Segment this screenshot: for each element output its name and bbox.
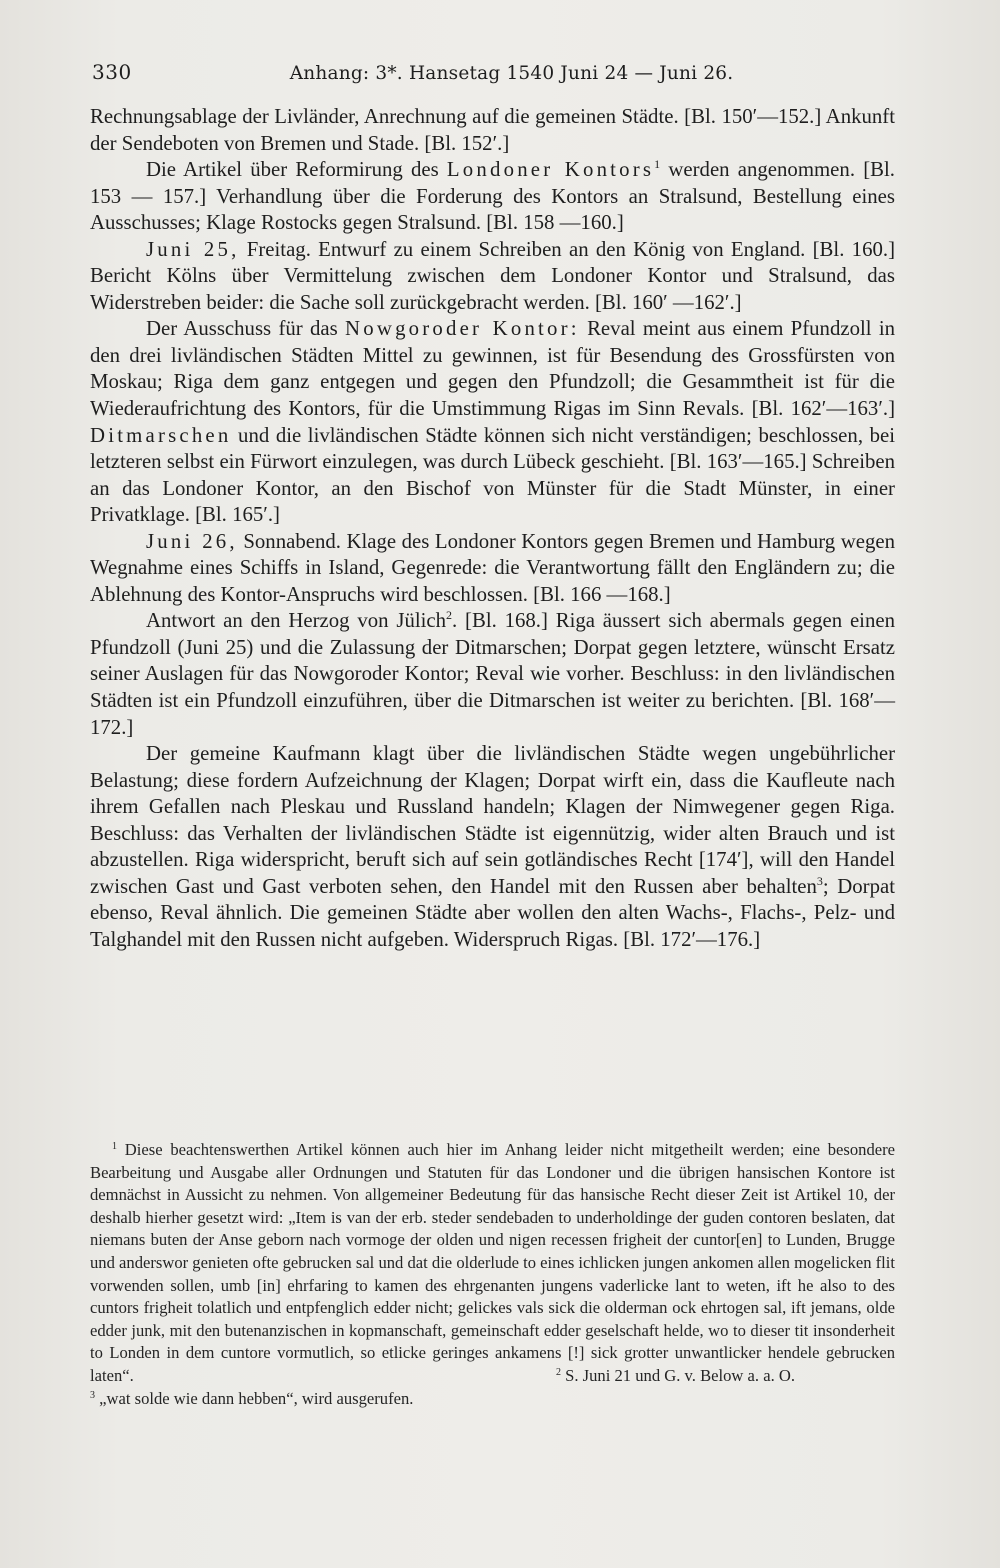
paragraph-7: Der gemeine Kaufmann klagt über die livländischen Städte wegen ungebührlicher Belastung; diese fordern Aufzeichnung der Klagen; Dorpat wirft ein, dass die Kaufleute nach ihrem Gefallen nach Pleskau und Russland handeln; Klagen der Nimwegener gegen Riga. Beschluss: das Verhalten der livländischen Städte ist eigennützig, wider alten Brauch und ist abzustellen. Riga widerspricht, beruft sich auf sein gotländisches Recht [174′], will den Handel zwischen Gast und Gast verboten sehen, den Handel mit den Russen aber behalten$^3$; Dorpat ebenso, Reval ähnlich. Die gemeinen Städte aber wollen den alten Wachs-, Flachs-, Pelz- und Talghandel mit den Russen nicht aufgeben. Widerspruch Rigas. [Bl. 172′—176.] [90,742,895,951]
paragraph-4: Der Ausschuss für das Nowgoroder Kontor: Reval meint aus einem Pfundzoll in den drei livländischen Städten Mittel zu gewinnen, ist für Besendung des Grossfürsten von Moskau; Riga dem ganz entgegen und gegen den Pfundzoll; die Gesammtheit ist für die Wiederaufrichtung des Kontors, für die Umstimmung Rigas im Sinn Revals. [Bl. 162′—163′.] Ditmarschen und die livländischen Städte können sich nicht verständigen; beschlossen, bei letzteren selbst ein Fürwort einzulegen, was durch Lübeck geschieht. [Bl. 163′—165.] Schreiben an das Londoner Kontor, an den Bischof von Münster für die Stadt Münster, in einer Privatklage. [Bl. 165′.] [90,317,896,527]
page-header [92,60,894,88]
footnote-3: $^3$ „wat solde wie dann hebben“, wird ausgerufen. [90,1388,414,1408]
footnote-ref-3[interactable]: 3 [816,873,823,888]
footnotes [90,1139,895,1410]
footnote-mark-3: 3 [90,1389,95,1401]
running-title: Anhang: 3*. Hansetag 1540 Juni 24 — Juni 26. [289,63,734,84]
footnote-ref-2[interactable]: 2 [446,608,453,623]
paragraph-2: Die Artikel über Reformirung des Londoner Kontors$^1$ werden angenommen. [Bl. 153 — 157.] Verhandlung über die Forderung des Kontors an Stralsund, Bestellung eines Ausschusses; Klage Rostocks gegen Stralsund. [Bl. 158 —160.] [90,157,895,235]
spaced-date: Juni 25, [146,237,240,261]
footnote-ref-1[interactable]: 1 [654,157,661,172]
footnote-1: $^1$ Diese beachtenswerthen Artikel können auch hier im Anhang leider nicht mitgetheilt werden; eine besondere Bearbeitung und Ausgabe aller Ordnungen und Statuten für das Londoner und die übrigen hansischen Kontore ist demnächst in Aussicht zu nehmen. Von allgemeiner Bedeutung für das hansische Recht dieser Zeit ist Artikel 10, der deshalb hierher gesetzt wird: „Item is van der erb. steder sendebaden to underholdinge der guden contoren beslaten, dat niemans buten der Anse geborn nach vormoge der olden und nigen recessen frigheit der cuntor[en] to Lunden, Brugge und anderswor genieten ofte gebrucken sal und dat die olderlude to eines ichlicken jungen ankomen allen mogelicken flit vorwenden sollen, umb [in] ehrfaring to kamen des ehrgenanten jungens vaderlicke lant to weten, ift he also to des cuntors frigheit tolatlich und entpfenglich edder nicht; gelickes vals sick die olderman ock ehrtogen sal, ift jemans, olde edder junk, mit den butenanzischen in kopmanschaft, gemeinschaft edder geselschaft helde, wo to dieser tit insonderheit to Londen in dem cuntore vormutlich, so etlicke geringes ankamens [!] sick grotter unwantlicker hendele gebrucken laten“. $^2$ S. Juni 21 und G. v. Below a. a. O. [90,1139,895,1388]
footnote-mark-1: 1 [112,1141,117,1152]
main-text [90,104,895,954]
paragraph-3: Juni 25, Freitag. Entwurf zu einem Schreiben an den König von England. [Bl. 160.] Bericht Kölns über Vermittelung zwischen dem Londoner Kontor und Stralsund, das Widerstreben beider: die Sache soll zurückgebracht werden. [Bl. 160′ —162′.] [90,237,895,314]
paragraph-1: Rechnungsablage der Livländer, Anrechnung auf die gemeinen Städte. [Bl. 150′—152.] Ankunft der Sendeboten von Bremen und Stade. [Bl. 152′.] [90,105,895,155]
paragraph-5: Juni 26, Sonnabend. Klage des Londoner Kontors gegen Bremen und Hamburg wegen Wegnahme eines Schiffs in Island, Gegenrede: die Verantwortung fällt den Engländern zu; die Ablehnung des Kontor-Anspruchs wird beschlossen. [Bl. 166 —168.] [90,529,896,606]
spaced-emphasis: Nowgoroder Kontor: [345,317,580,341]
footnote-2: $^2$ S. Juni 21 und G. v. Below a. a. O. [556,1365,795,1385]
spaced-emphasis: Ditmarschen [90,423,232,447]
page-number: 330 [92,60,132,84]
spaced-date: Juni 26, [146,529,238,553]
paragraph-6: Antwort an den Herzog von Jülich$^2$. [Bl. 168.] Riga äussert sich abermals gegen einen Pfundzoll (Juni 25) und die Zulassung der Ditmarschen; Dorpat gegen letztere, wünscht Ersatz seiner Auslagen für das Nowgoroder Kontor; Reval wie vorher. Beschluss: in den livländischen Städten ist ein Pfundzoll einzuführen, über die Ditmarschen ist weiter zu berichten. [Bl. 168′—172.] [90,608,895,739]
footnote-mark-2: 2 [556,1366,561,1378]
spaced-emphasis: Londoner Kontors [446,158,655,182]
